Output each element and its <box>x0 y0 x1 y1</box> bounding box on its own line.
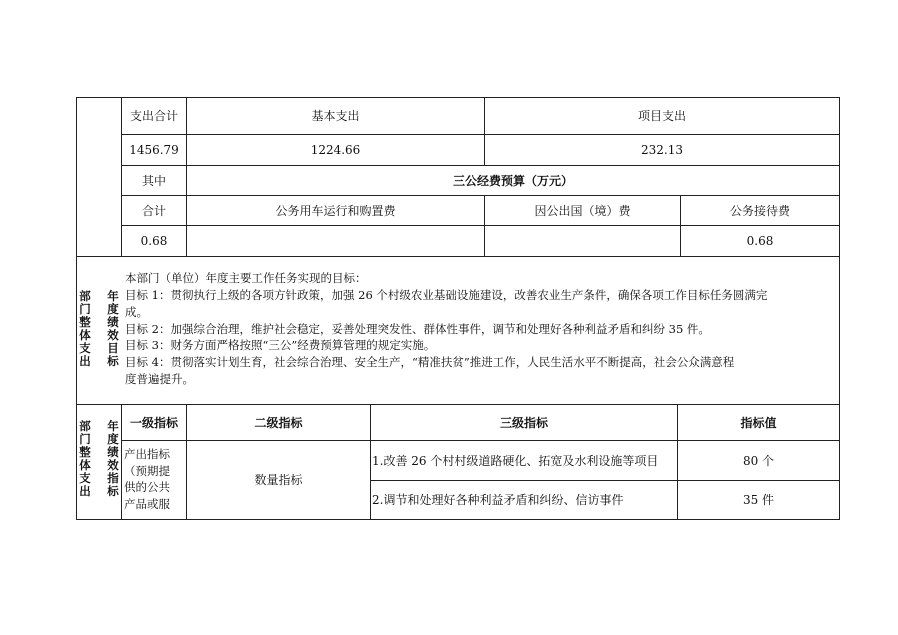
goal-line: 本部门（单位）年度主要工作任务实现的目标： <box>125 271 367 285</box>
goal-line: 目标 2：加强综合治理，维护社会稳定，妥善处理突发性、群体性事件，调节和处理好各种利益矛盾和纠纷 35 件。 <box>125 322 710 336</box>
total-value: 1456.79 <box>129 143 179 157</box>
level3-row-2: 2.调节和处理好各种利益矛盾和纠纷、信访事件 <box>372 493 624 507</box>
three-public-sum-value: 0.68 <box>140 234 168 248</box>
goal-line: 目标 1：贯彻执行上级的各项方针政策，加强 26 个村级农业基础设施建设，改善农业生产条件，确保各项工作目标任务圆满完 <box>125 288 768 302</box>
goal-line: 目标 4：贯彻落实计划生育，社会综合治理、安全生产，“精准扶贫”推进工作，人民生活水平不断提高，社会公众满意程 <box>125 355 735 369</box>
reception-header: 公务接待费 <box>729 203 790 218</box>
of-which-label: 其中 <box>141 173 166 188</box>
goal-line: 度普遍提升。 <box>125 372 194 386</box>
project-value: 232.13 <box>641 143 683 157</box>
goals-label: 年度绩效目标 <box>107 289 119 368</box>
value-row-2: 35 件 <box>742 493 775 507</box>
three-public-title: 三公经费预算（万元） <box>452 173 573 188</box>
indicators-label: 年度绩效指标 <box>107 419 119 498</box>
goal-line: 目标 3：财务方面严格按照“三公”经费预算管理的规定实施。 <box>125 338 436 352</box>
level2-cell: 数量指标 <box>254 473 303 487</box>
goals-side-label: 部门整体支出 <box>79 289 91 368</box>
goal-line: 成。 <box>125 305 148 319</box>
vehicle-header: 公务用车运行和购置费 <box>275 203 396 218</box>
level1-line: 产出指标 <box>124 447 170 461</box>
three-public-sum-header: 合计 <box>141 203 166 218</box>
abroad-header: 因公出国（境）费 <box>534 203 631 218</box>
level1-cell <box>124 446 186 512</box>
total-header: 支出合计 <box>129 109 178 123</box>
vehicle-value <box>187 226 484 256</box>
value-row-1: 80 个 <box>742 453 775 468</box>
value-header: 指标值 <box>740 415 777 430</box>
level3-header: 三级指标 <box>499 415 548 430</box>
indicators-side-label: 部门整体支出 <box>79 419 91 498</box>
abroad-value <box>485 226 680 256</box>
reception-value: 0.68 <box>746 234 774 248</box>
project-header: 项目支出 <box>637 109 686 123</box>
basic-value: 1224.66 <box>310 143 361 157</box>
basic-header: 基本支出 <box>311 109 360 123</box>
level2-header: 二级指标 <box>254 415 303 430</box>
level1-header: 一级指标 <box>129 415 178 430</box>
level3-row-1: 1.改善 26 个村村级道路硬化、拓宽及水利设施等项目 <box>372 453 659 468</box>
level1-line: （预期提 <box>124 463 170 478</box>
level1-line: 产品或服 <box>124 496 170 511</box>
level1-line: 供的公共 <box>124 480 170 494</box>
